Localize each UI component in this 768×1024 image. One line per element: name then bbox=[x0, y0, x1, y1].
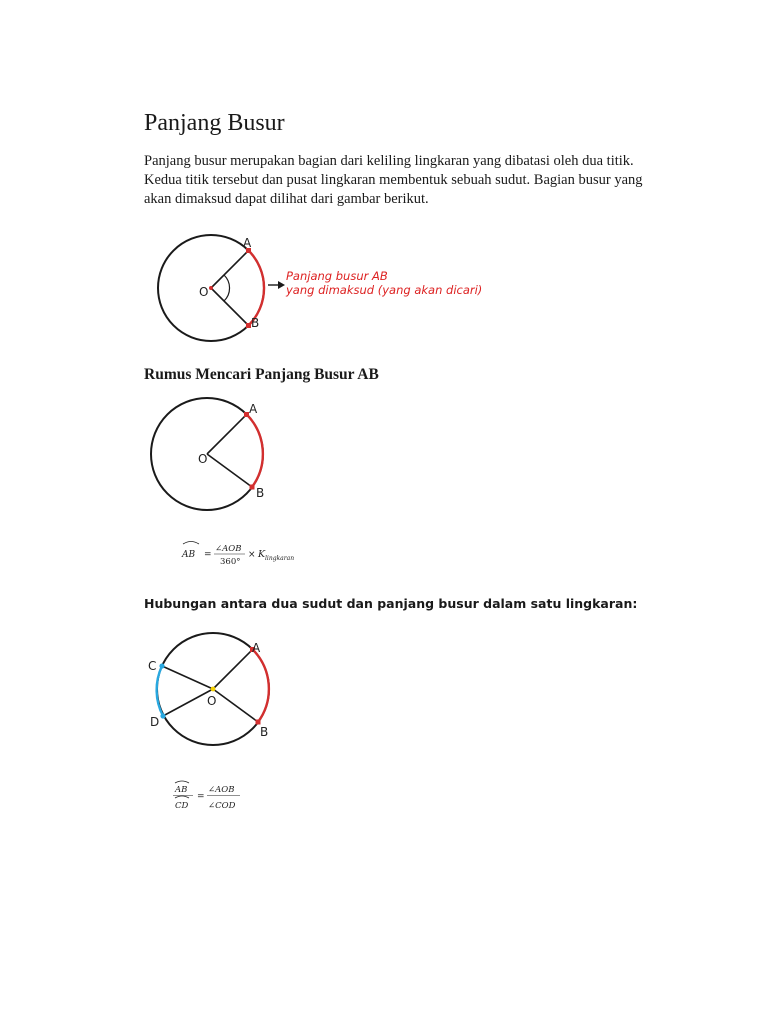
formula-arc-length bbox=[180, 540, 340, 572]
formula-numerator-right: ∠AOB bbox=[208, 785, 235, 795]
formula-arc-ratio bbox=[170, 780, 260, 814]
arc-hat-symbol-ab bbox=[175, 781, 189, 783]
radius-ob bbox=[207, 454, 252, 487]
point-b bbox=[250, 485, 255, 490]
arc-hat-symbol bbox=[183, 542, 199, 545]
annotation-arrow-head bbox=[278, 281, 285, 289]
radius-ob bbox=[211, 288, 249, 326]
formula-numerator: ∠AOB bbox=[215, 544, 242, 554]
arc-ab-highlight bbox=[249, 251, 265, 326]
formula-k: K bbox=[258, 549, 266, 560]
arc-cd-highlight bbox=[157, 666, 163, 716]
radius-oa bbox=[207, 414, 247, 454]
figure-arcs-ab-cd bbox=[146, 628, 286, 754]
subheading-hubungan: Hubungan antara dua sudut dan panjang busur dalam satu lingkaran: bbox=[144, 596, 638, 611]
arc-hat-symbol-cd bbox=[175, 796, 189, 798]
label-a: A bbox=[243, 236, 252, 250]
line-ao bbox=[213, 649, 253, 689]
formula-denominator-right: ∠COD bbox=[208, 801, 236, 811]
arc-ab-highlight bbox=[247, 414, 263, 487]
label-d: D bbox=[150, 715, 160, 729]
point-d bbox=[160, 713, 165, 718]
line-co bbox=[162, 666, 213, 689]
formula-equals: = bbox=[197, 792, 205, 802]
formula-numerator-left: AB bbox=[175, 785, 188, 795]
label-b: B bbox=[256, 486, 265, 500]
formula-equals: = bbox=[204, 550, 212, 560]
label-o: O bbox=[199, 285, 209, 299]
arc-ab-highlight bbox=[253, 649, 269, 722]
label-b: B bbox=[260, 725, 269, 739]
subheading-rumus: Rumus Mencari Panjang Busur AB bbox=[144, 366, 379, 383]
label-a: A bbox=[249, 402, 258, 416]
page-title: Panjang Busur bbox=[144, 110, 285, 136]
point-c bbox=[159, 663, 164, 668]
angle-marker bbox=[224, 275, 230, 301]
label-c: C bbox=[148, 659, 157, 673]
formula-denominator: 360° bbox=[220, 557, 241, 567]
annotation-line-1: Panjang busur AB bbox=[286, 269, 388, 283]
point-o bbox=[211, 687, 216, 692]
figure-arc-ab bbox=[150, 394, 290, 519]
point-o bbox=[209, 286, 213, 290]
line-do bbox=[163, 689, 213, 716]
label-o: O bbox=[198, 452, 208, 466]
radius-oa bbox=[211, 251, 249, 289]
annotation-line-2: yang dimaksud (yang akan dicari) bbox=[286, 283, 483, 297]
figure-arc-ab-annotated bbox=[150, 232, 483, 347]
formula-times: × bbox=[248, 550, 256, 560]
label-o: O bbox=[207, 694, 217, 708]
point-b bbox=[256, 720, 261, 725]
label-a: A bbox=[252, 641, 261, 655]
line-ob bbox=[213, 689, 258, 722]
label-b: B bbox=[251, 316, 260, 330]
intro-paragraph: Panjang busur merupakan bagian dari keliling lingkaran yang dibatasi oleh dua titik. Kedua titik tersebut dan pusat lingkaran membentuk sebuah sudut. Bagian busur yang akan dimaksud dapat dilihat dari gambar berikut. bbox=[144, 153, 643, 207]
formula-k-subscript: lingkaran bbox=[265, 555, 295, 562]
formula-denominator-left: CD bbox=[175, 801, 189, 811]
formula-lhs: AB bbox=[182, 550, 196, 560]
